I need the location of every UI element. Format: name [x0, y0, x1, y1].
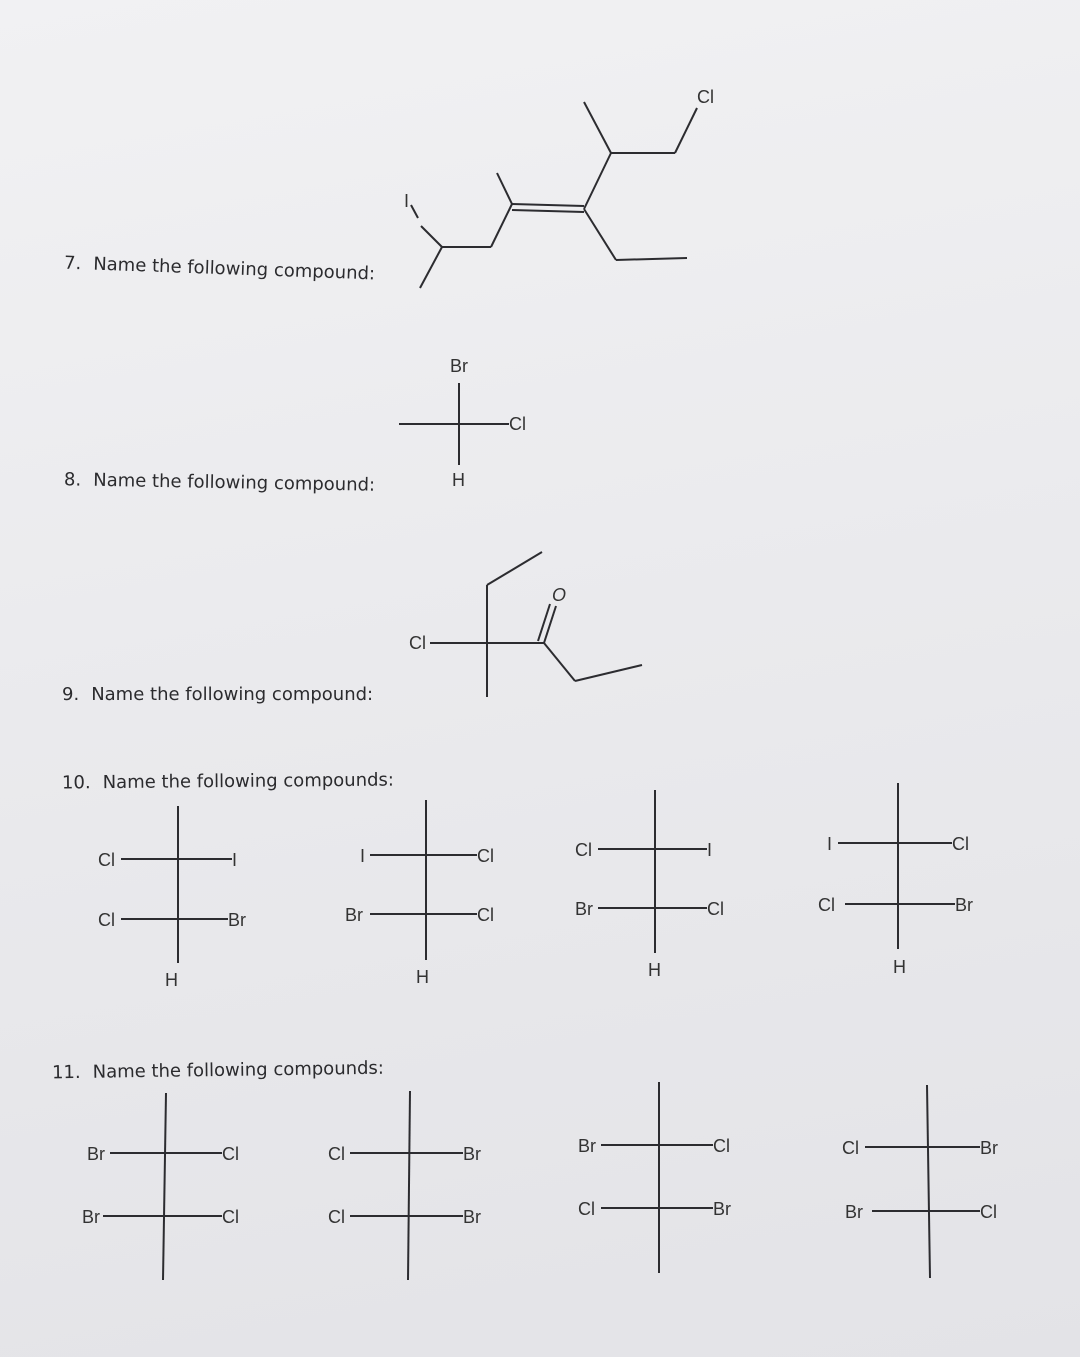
bond [420, 247, 442, 288]
bond [675, 108, 697, 153]
substituent-label: Cl [980, 1202, 997, 1222]
q11-projection-2 [328, 1091, 481, 1280]
substituent-label: Cl [818, 895, 835, 915]
question-text: Name the following compound: [91, 684, 374, 705]
q10-projection-1 [98, 806, 246, 990]
substituent-label: Cl [222, 1144, 239, 1164]
q8-bottom-label: H [452, 470, 465, 490]
substituent-label: Br [463, 1207, 481, 1227]
question-number: 10. [61, 772, 91, 794]
bond [491, 204, 512, 247]
substituent-label: Cl [477, 846, 494, 866]
substituent-label: Br [82, 1207, 100, 1227]
bond [584, 153, 611, 209]
q9-structure [409, 552, 642, 697]
q11-projection-1 [82, 1093, 239, 1280]
substituent-label: H [416, 967, 429, 987]
substituent-label: I [707, 840, 713, 860]
bond [411, 205, 418, 218]
question-number: 8. [63, 469, 82, 491]
question-number: 7. [63, 252, 82, 275]
vertical-bond [408, 1091, 410, 1280]
question-text: Name the following compound: [92, 253, 376, 285]
q10-projection-3 [575, 790, 724, 980]
substituent-label: I [827, 834, 833, 854]
substituent-label: Cl [713, 1136, 730, 1156]
carbonyl-bond [538, 604, 550, 641]
substituent-label: H [893, 957, 906, 977]
q7-structure [411, 87, 714, 288]
substituent-label: Cl [98, 910, 115, 930]
question-text: Name the following compounds: [92, 1057, 385, 1083]
substituent-label: I [360, 846, 366, 866]
substituent-label: Br [845, 1202, 863, 1222]
q10-projection-4 [818, 783, 973, 977]
vertical-bond [163, 1093, 166, 1280]
substituent-label: I [232, 850, 238, 870]
q8-top-label: Br [450, 356, 468, 376]
bond [421, 226, 442, 247]
bond [584, 102, 611, 153]
bond [584, 209, 616, 260]
substituent-label: Br [955, 895, 973, 915]
double-bond [512, 210, 584, 212]
substituent-label: Br [345, 905, 363, 925]
q11-projection-3 [578, 1082, 731, 1273]
q10-projection-2 [345, 800, 494, 987]
q8-right-label: Cl [509, 414, 526, 434]
substituent-label: Cl [328, 1144, 345, 1164]
substituent-label: Cl [328, 1207, 345, 1227]
substituent-label: Br [575, 899, 593, 919]
bond [616, 258, 687, 260]
carbonyl-bond [544, 606, 556, 643]
substituent-label: Cl [575, 840, 592, 860]
q8-structure [399, 356, 526, 490]
substituent-label: Br [980, 1138, 998, 1158]
bond [575, 665, 642, 681]
question-number: 11. [51, 1061, 81, 1084]
q7-chlorine-label: Cl [697, 87, 714, 107]
question-number: 9. [62, 684, 80, 705]
substituent-label: Br [228, 910, 246, 930]
substituent-label: Br [87, 1144, 105, 1164]
question-text: Name the following compound: [93, 469, 376, 496]
question-text: Name the following compounds: [102, 769, 395, 794]
q9-oxygen-label: O [552, 585, 567, 605]
substituent-label: Cl [222, 1207, 239, 1227]
substituent-label: Br [713, 1199, 731, 1219]
bond [544, 643, 575, 681]
substituent-label: Cl [952, 834, 969, 854]
double-bond [512, 204, 584, 206]
substituent-label: Cl [707, 899, 724, 919]
substituent-label: Cl [477, 905, 494, 925]
substituent-label: H [648, 960, 661, 980]
q7-iodine-label: I [404, 191, 410, 211]
substituent-label: Cl [98, 850, 115, 870]
substituent-label: Br [463, 1144, 481, 1164]
q11-projection-4 [842, 1085, 998, 1278]
substituent-label: Cl [578, 1199, 595, 1219]
bond [487, 552, 542, 585]
substituent-label: Cl [842, 1138, 859, 1158]
substituent-label: Br [578, 1136, 596, 1156]
q9-chlorine-label: Cl [409, 633, 426, 653]
substituent-label: H [165, 970, 178, 990]
bond [497, 173, 512, 204]
vertical-bond [927, 1085, 930, 1278]
